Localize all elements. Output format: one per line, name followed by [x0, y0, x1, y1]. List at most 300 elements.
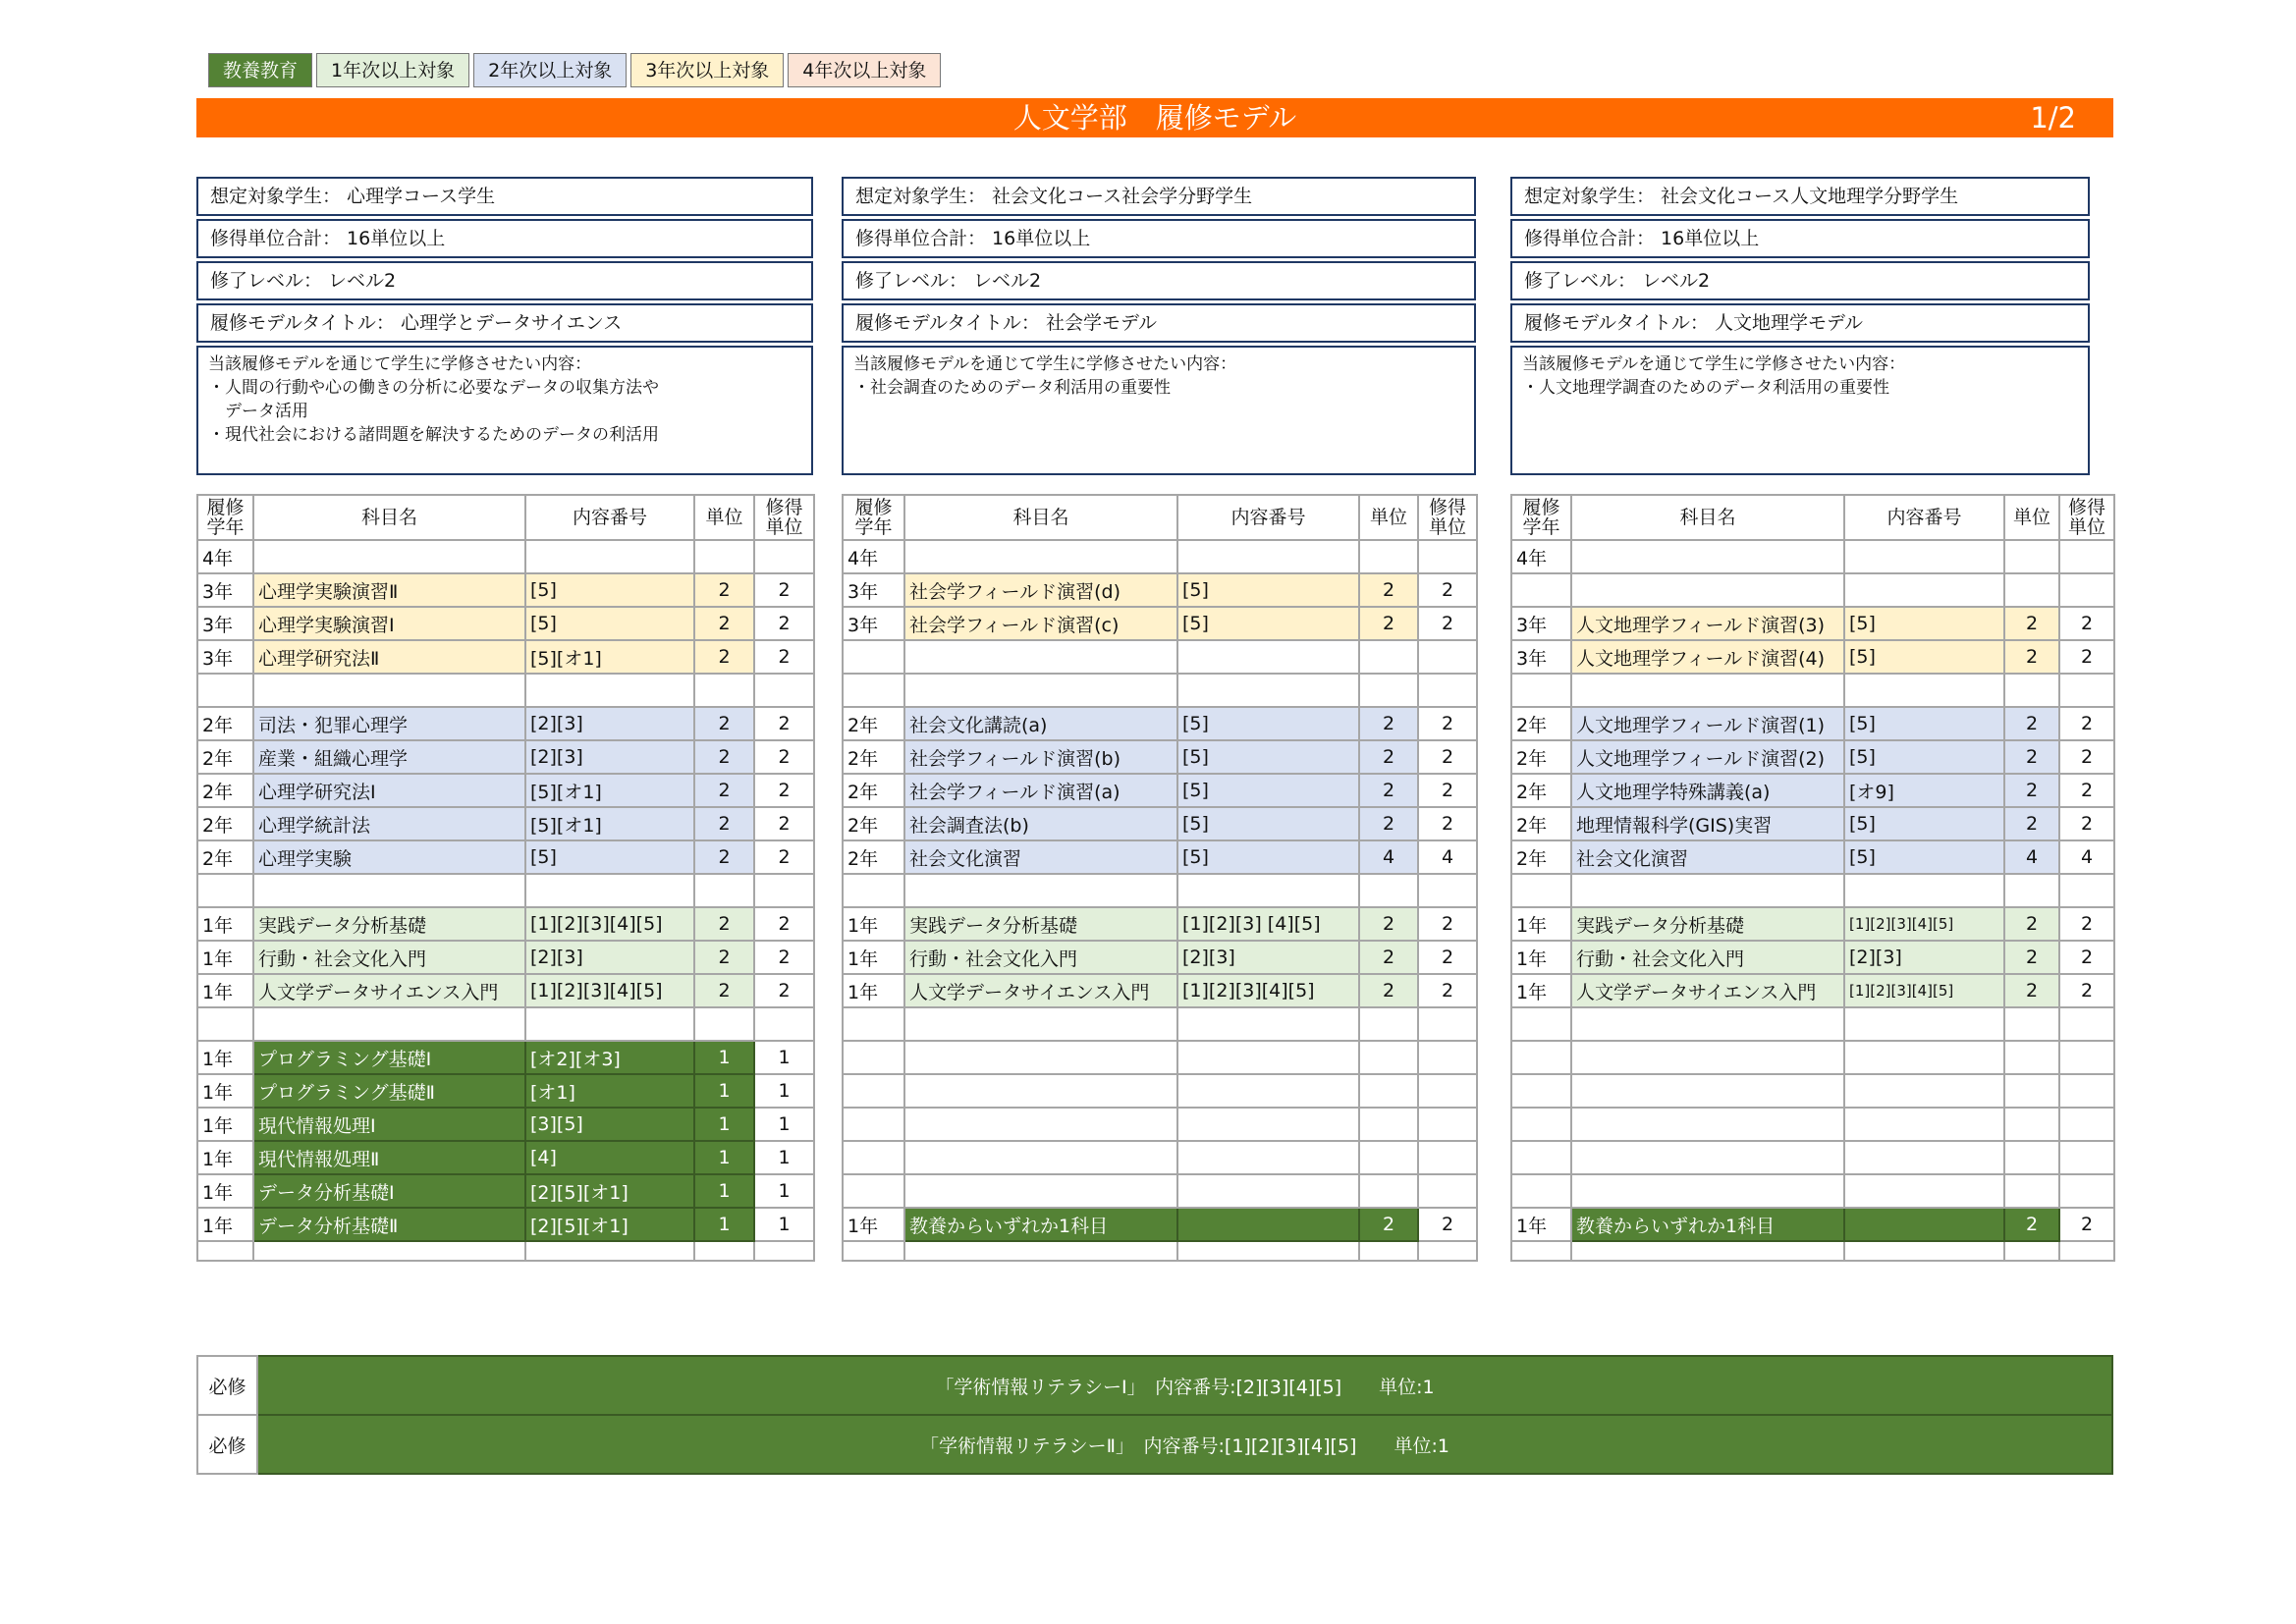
cell-credit: 2: [2004, 807, 2059, 840]
table-row: [843, 1174, 1477, 1208]
legend-kyoyo: 教養教育: [208, 53, 312, 87]
cell-credit: [1359, 1108, 1418, 1141]
cell-credit: 2: [1359, 707, 1418, 740]
cell-year: [197, 874, 253, 907]
table-row: [197, 874, 814, 907]
header-subject: 科目名: [904, 495, 1177, 540]
cell-year: [843, 1174, 904, 1208]
table-row: [1511, 540, 2114, 573]
cell-earned-credit: [754, 1007, 814, 1041]
table-row: [843, 1074, 1477, 1108]
header-subject: 科目名: [1571, 495, 1844, 540]
cell-content-number: [1844, 573, 2004, 607]
target-students: 想定対象学生： 社会文化コース社会学分野学生: [842, 177, 1476, 216]
cell-earned-credit: [2059, 874, 2114, 907]
cell-year: 4年: [1511, 540, 1571, 573]
cell-content-number: [5]: [1844, 840, 2004, 874]
cell-credit: 2: [694, 707, 754, 740]
model-title: 履修モデルタイトル： 心理学とデータサイエンス: [196, 303, 813, 343]
cell-content-number: [5]: [525, 607, 694, 640]
learning-goal-line: ・現代社会における諸問題を解決するためのデータの利活用: [208, 425, 659, 445]
cell-content-number: [2][3]: [525, 740, 694, 774]
header-year: 履修学年: [1511, 495, 1571, 540]
cell-year: 3年: [197, 573, 253, 607]
cell-year: 2年: [1511, 840, 1571, 874]
learning-goal-line: 当該履修モデルを通じて学生に学修させたい内容：: [853, 354, 1237, 374]
cell-earned-credit: [1418, 674, 1477, 707]
cell-content-number: [5]: [1844, 740, 2004, 774]
cell-earned-credit: [2059, 573, 2114, 607]
completion-level: 修了レベル： レベル2: [842, 261, 1476, 300]
cell-year: 2年: [843, 740, 904, 774]
target-students: 想定対象学生： 社会文化コース人文地理学分野学生: [1510, 177, 2090, 216]
cell-credit: [694, 874, 754, 907]
cell-credit: [1359, 1007, 1418, 1041]
cell-subject: 人文地理学フィールド演習(2): [1571, 740, 1844, 774]
course-table-sociology: [842, 494, 1478, 1262]
cell-content-number: [1177, 1108, 1359, 1141]
table-row: [197, 1108, 814, 1141]
table-row: [843, 941, 1477, 974]
cell-earned-credit: [1418, 1108, 1477, 1141]
cell-subject: [904, 540, 1177, 573]
table-row: [1511, 1208, 2114, 1241]
cell-earned-credit: [1418, 640, 1477, 674]
table-row: [843, 607, 1477, 640]
table-row: [197, 674, 814, 707]
cell-earned-credit: [1418, 1174, 1477, 1208]
cell-earned-credit: 2: [754, 774, 814, 807]
table-row: [197, 807, 814, 840]
cell-year: [197, 1007, 253, 1041]
cell-earned-credit: 2: [1418, 974, 1477, 1007]
cell-year: 2年: [843, 807, 904, 840]
cell-earned-credit: 2: [754, 707, 814, 740]
cell-subject: 心理学実験演習Ⅱ: [253, 573, 525, 607]
header-earned-credit: 修得単位: [1418, 495, 1477, 540]
cell-credit: 2: [694, 607, 754, 640]
table-row: [1511, 573, 2114, 607]
cell-subject: データ分析基礎Ⅰ: [253, 1174, 525, 1208]
cell-credit: 2: [2004, 774, 2059, 807]
cell-empty: [525, 1241, 694, 1261]
cell-earned-credit: [1418, 874, 1477, 907]
cell-content-number: [1844, 1074, 2004, 1108]
cell-content-number: [5]: [1177, 740, 1359, 774]
cell-earned-credit: 2: [1418, 941, 1477, 974]
cell-credit: 2: [694, 907, 754, 941]
table-row: [197, 1241, 814, 1261]
cell-earned-credit: 2: [754, 607, 814, 640]
cell-subject: 教養からいずれか1科目: [1571, 1208, 1844, 1241]
table-row: [197, 1141, 814, 1174]
cell-credit: 2: [694, 774, 754, 807]
learning-goal-line: ・人間の行動や心の働きの分析に必要なデータの収集方法や: [208, 378, 659, 398]
cell-credit: [2004, 1141, 2059, 1174]
cell-earned-credit: [1418, 540, 1477, 573]
cell-content-number: [5][オ1]: [525, 640, 694, 674]
cell-subject: [904, 1174, 1177, 1208]
cell-credit: [2004, 1074, 2059, 1108]
cell-earned-credit: 2: [2059, 974, 2114, 1007]
cell-year: 1年: [1511, 974, 1571, 1007]
learning-goal-line: 当該履修モデルを通じて学生に学修させたい内容：: [208, 354, 592, 374]
cell-earned-credit: [754, 674, 814, 707]
table-row: [1511, 640, 2114, 674]
page-title: 人文学部 履修モデル: [1012, 101, 1297, 135]
cell-subject: 実践データ分析基礎: [904, 907, 1177, 941]
cell-credit: 1: [694, 1174, 754, 1208]
table-row: [843, 1041, 1477, 1074]
table-row: [843, 540, 1477, 573]
cell-content-number: [5]: [1177, 607, 1359, 640]
header-credit: 単位: [2004, 495, 2059, 540]
cell-empty: [1844, 1241, 2004, 1261]
cell-empty: [1418, 1241, 1477, 1261]
cell-earned-credit: 2: [754, 907, 814, 941]
cell-credit: 1: [694, 1208, 754, 1241]
cell-credit: 1: [694, 1141, 754, 1174]
cell-subject: [904, 1074, 1177, 1108]
cell-content-number: [1177, 1208, 1359, 1241]
cell-credit: [2004, 1007, 2059, 1041]
cell-year: [1511, 1007, 1571, 1041]
cell-content-number: [1177, 1041, 1359, 1074]
cell-year: 1年: [843, 1208, 904, 1241]
cell-credit: 2: [694, 974, 754, 1007]
required-courses: [196, 1355, 2113, 1475]
completion-level: 修了レベル： レベル2: [196, 261, 813, 300]
model-info-sociology: [842, 177, 1476, 475]
cell-year: 1年: [197, 1108, 253, 1141]
table-row: [843, 740, 1477, 774]
model-title: 履修モデルタイトル： 社会学モデル: [842, 303, 1476, 343]
table-row: [1511, 1141, 2114, 1174]
table-row: [1511, 1108, 2114, 1141]
learning-goal-line: 当該履修モデルを通じて学生に学修させたい内容：: [1522, 354, 1906, 374]
cell-credit: 1: [694, 1041, 754, 1074]
cell-content-number: [1][2][3][4][5]: [1844, 974, 2004, 1007]
cell-credit: [2004, 874, 2059, 907]
cell-subject: 心理学実験: [253, 840, 525, 874]
cell-subject: [1571, 1074, 1844, 1108]
cell-content-number: [1][2][3][4][5]: [525, 907, 694, 941]
cell-year: [1511, 573, 1571, 607]
cell-year: 1年: [197, 907, 253, 941]
cell-credit: 2: [1359, 607, 1418, 640]
table-row: [843, 1208, 1477, 1241]
cell-year: [1511, 1041, 1571, 1074]
cell-subject: 人文地理学特殊講義(a): [1571, 774, 1844, 807]
cell-year: [1511, 1108, 1571, 1141]
cell-subject: 心理学統計法: [253, 807, 525, 840]
cell-subject: [904, 1041, 1177, 1074]
model-title: 履修モデルタイトル： 人文地理学モデル: [1510, 303, 2090, 343]
cell-year: 1年: [843, 907, 904, 941]
cell-content-number: [525, 540, 694, 573]
cell-earned-credit: [2059, 1007, 2114, 1041]
cell-credit: 4: [1359, 840, 1418, 874]
cell-subject: 人文学データサイエンス入門: [1571, 974, 1844, 1007]
cell-content-number: [1844, 1208, 2004, 1241]
header-earned-credit: 修得単位: [2059, 495, 2114, 540]
cell-subject: 実践データ分析基礎: [1571, 907, 1844, 941]
table-row: [843, 1007, 1477, 1041]
legend-year4: 4年次以上対象: [788, 53, 941, 87]
cell-earned-credit: 2: [2059, 941, 2114, 974]
cell-subject: 人文地理学フィールド演習(1): [1571, 707, 1844, 740]
cell-year: [843, 1041, 904, 1074]
header-year: 履修学年: [843, 495, 904, 540]
cell-credit: 2: [1359, 907, 1418, 941]
cell-year: 3年: [1511, 607, 1571, 640]
header-credit: 単位: [694, 495, 754, 540]
cell-year: 1年: [197, 974, 253, 1007]
table-row: [843, 640, 1477, 674]
cell-earned-credit: 2: [754, 974, 814, 1007]
cell-empty: [1177, 1241, 1359, 1261]
cell-year: 2年: [197, 774, 253, 807]
cell-content-number: [5]: [1177, 774, 1359, 807]
cell-earned-credit: [754, 874, 814, 907]
cell-credit: 2: [2004, 607, 2059, 640]
cell-credit: 2: [1359, 941, 1418, 974]
cell-year: 4年: [843, 540, 904, 573]
cell-year: 2年: [843, 707, 904, 740]
cell-content-number: [2][3]: [1177, 941, 1359, 974]
cell-content-number: [2][5][オ1]: [525, 1208, 694, 1241]
table-row: [1511, 1241, 2114, 1261]
learning-goal-line: データ活用: [208, 402, 308, 421]
table-row: [843, 573, 1477, 607]
cell-earned-credit: 2: [2059, 907, 2114, 941]
cell-earned-credit: 4: [2059, 840, 2114, 874]
cell-content-number: [1177, 1074, 1359, 1108]
cell-year: [843, 1108, 904, 1141]
table-row: [197, 774, 814, 807]
target-students: 想定対象学生： 心理学コース学生: [196, 177, 813, 216]
table-row: [843, 807, 1477, 840]
cell-year: [1511, 1174, 1571, 1208]
table-row: [843, 1108, 1477, 1141]
cell-content-number: [1844, 540, 2004, 573]
cell-year: [843, 1074, 904, 1108]
course-table-geography: [1510, 494, 2115, 1262]
cell-content-number: [5][オ1]: [525, 807, 694, 840]
cell-subject: 社会学フィールド演習(d): [904, 573, 1177, 607]
cell-earned-credit: 2: [2059, 1208, 2114, 1241]
table-row: [1511, 1074, 2114, 1108]
cell-subject: 現代情報処理Ⅱ: [253, 1141, 525, 1174]
cell-empty: [197, 1241, 253, 1261]
cell-subject: プログラミング基礎Ⅰ: [253, 1041, 525, 1074]
cell-year: 1年: [1511, 907, 1571, 941]
cell-earned-credit: 2: [2059, 707, 2114, 740]
cell-subject: 行動・社会文化入門: [253, 941, 525, 974]
cell-subject: 社会文化演習: [1571, 840, 1844, 874]
learning-goals: [1510, 346, 2090, 475]
cell-earned-credit: 1: [754, 1141, 814, 1174]
total-credits: 修得単位合計： 16単位以上: [1510, 219, 2090, 258]
course-table-psychology: [196, 494, 815, 1262]
cell-content-number: [2][3]: [525, 707, 694, 740]
cell-subject: 実践データ分析基礎: [253, 907, 525, 941]
cell-credit: [2004, 1108, 2059, 1141]
learning-goals: [842, 346, 1476, 475]
cell-year: 3年: [197, 640, 253, 674]
cell-content-number: [1][2][3][4][5]: [525, 974, 694, 1007]
cell-content-number: [5]: [1844, 807, 2004, 840]
cell-subject: [1571, 1007, 1844, 1041]
cell-earned-credit: 2: [1418, 1208, 1477, 1241]
cell-subject: [1571, 1108, 1844, 1141]
cell-earned-credit: 4: [1418, 840, 1477, 874]
cell-subject: [904, 674, 1177, 707]
cell-content-number: [2][3]: [1844, 941, 2004, 974]
cell-subject: 人文学データサイエンス入門: [904, 974, 1177, 1007]
table-row: [197, 1208, 814, 1241]
cell-year: [1511, 1074, 1571, 1108]
table-row: [1511, 1174, 2114, 1208]
cell-content-number: [525, 874, 694, 907]
table-row: [197, 974, 814, 1007]
cell-content-number: [1][2][3] [4][5]: [1177, 907, 1359, 941]
cell-subject: [904, 640, 1177, 674]
learning-goals: [196, 346, 813, 475]
cell-content-number: [2][3]: [525, 941, 694, 974]
cell-content-number: [1177, 640, 1359, 674]
cell-content-number: [1844, 1174, 2004, 1208]
title-bar: [196, 98, 2113, 137]
cell-credit: [1359, 1174, 1418, 1208]
cell-year: 2年: [843, 840, 904, 874]
table-header-row: [197, 495, 814, 540]
table-row: [1511, 607, 2114, 640]
cell-subject: 教養からいずれか1科目: [904, 1208, 1177, 1241]
cell-credit: 2: [694, 807, 754, 840]
cell-credit: 2: [2004, 1208, 2059, 1241]
cell-subject: 産業・組織心理学: [253, 740, 525, 774]
cell-earned-credit: [2059, 540, 2114, 573]
cell-content-number: [525, 1007, 694, 1041]
cell-credit: [2004, 1041, 2059, 1074]
cell-credit: [2004, 573, 2059, 607]
cell-subject: [1571, 674, 1844, 707]
table-row: [197, 540, 814, 573]
cell-earned-credit: 2: [1418, 707, 1477, 740]
cell-credit: 2: [1359, 740, 1418, 774]
cell-subject: 行動・社会文化入門: [1571, 941, 1844, 974]
cell-year: [1511, 1141, 1571, 1174]
cell-subject: 社会学フィールド演習(c): [904, 607, 1177, 640]
required-row: [197, 1415, 2112, 1474]
table-row: [197, 1041, 814, 1074]
cell-year: 1年: [1511, 941, 1571, 974]
table-row: [843, 1241, 1477, 1261]
required-course: 「学術情報リテラシーⅡ」 内容番号:[1][2][3][4][5] 単位:1: [257, 1415, 2112, 1474]
cell-credit: 2: [2004, 907, 2059, 941]
cell-subject: 社会文化演習: [904, 840, 1177, 874]
cell-year: [843, 1141, 904, 1174]
cell-earned-credit: 1: [754, 1208, 814, 1241]
table-row: [843, 840, 1477, 874]
cell-credit: 2: [694, 573, 754, 607]
cell-subject: 社会学フィールド演習(b): [904, 740, 1177, 774]
table-row: [1511, 1007, 2114, 1041]
cell-subject: [253, 674, 525, 707]
cell-content-number: [5]: [1177, 840, 1359, 874]
cell-empty: [1511, 1241, 1571, 1261]
cell-earned-credit: 2: [2059, 607, 2114, 640]
cell-content-number: [5]: [1177, 573, 1359, 607]
cell-year: 4年: [197, 540, 253, 573]
cell-empty: [1359, 1241, 1418, 1261]
cell-earned-credit: 2: [2059, 740, 2114, 774]
cell-earned-credit: 1: [754, 1041, 814, 1074]
cell-subject: 心理学研究法Ⅱ: [253, 640, 525, 674]
cell-subject: 人文地理学フィールド演習(4): [1571, 640, 1844, 674]
cell-content-number: [1177, 1141, 1359, 1174]
cell-year: 1年: [197, 941, 253, 974]
table-header-row: [1511, 495, 2114, 540]
cell-year: 1年: [197, 1074, 253, 1108]
cell-credit: 2: [2004, 740, 2059, 774]
table-row: [843, 774, 1477, 807]
cell-earned-credit: [2059, 1141, 2114, 1174]
cell-credit: [2004, 1174, 2059, 1208]
table-row: [1511, 807, 2114, 840]
model-info-geography: [1510, 177, 2090, 475]
cell-content-number: [5]: [1844, 707, 2004, 740]
cell-year: 3年: [197, 607, 253, 640]
cell-content-number: [1177, 1007, 1359, 1041]
cell-credit: [1359, 1041, 1418, 1074]
cell-content-number: [5][オ1]: [525, 774, 694, 807]
table-row: [1511, 907, 2114, 941]
cell-content-number: [5]: [525, 840, 694, 874]
cell-year: 2年: [1511, 774, 1571, 807]
cell-earned-credit: 2: [1418, 907, 1477, 941]
cell-earned-credit: 2: [1418, 607, 1477, 640]
table-row: [1511, 941, 2114, 974]
cell-content-number: [1177, 1174, 1359, 1208]
cell-earned-credit: 2: [1418, 774, 1477, 807]
cell-content-number: [オ1]: [525, 1074, 694, 1108]
cell-empty: [253, 1241, 525, 1261]
cell-credit: [1359, 1141, 1418, 1174]
cell-subject: 地理情報科学(GIS)実習: [1571, 807, 1844, 840]
header-content-number: 内容番号: [1844, 495, 2004, 540]
cell-content-number: [1177, 874, 1359, 907]
table-row: [197, 941, 814, 974]
table-row: [197, 907, 814, 941]
cell-credit: [1359, 874, 1418, 907]
cell-year: [843, 674, 904, 707]
cell-content-number: [オ9]: [1844, 774, 2004, 807]
legend-year3: 3年次以上対象: [630, 53, 784, 87]
cell-credit: 2: [1359, 573, 1418, 607]
cell-earned-credit: 2: [754, 941, 814, 974]
cell-year: 1年: [1511, 1208, 1571, 1241]
cell-year: [843, 874, 904, 907]
cell-content-number: [5]: [1177, 707, 1359, 740]
cell-subject: [1571, 1174, 1844, 1208]
cell-credit: 2: [1359, 807, 1418, 840]
cell-earned-credit: 1: [754, 1108, 814, 1141]
cell-content-number: [4]: [525, 1141, 694, 1174]
table-row: [197, 740, 814, 774]
table-row: [1511, 774, 2114, 807]
